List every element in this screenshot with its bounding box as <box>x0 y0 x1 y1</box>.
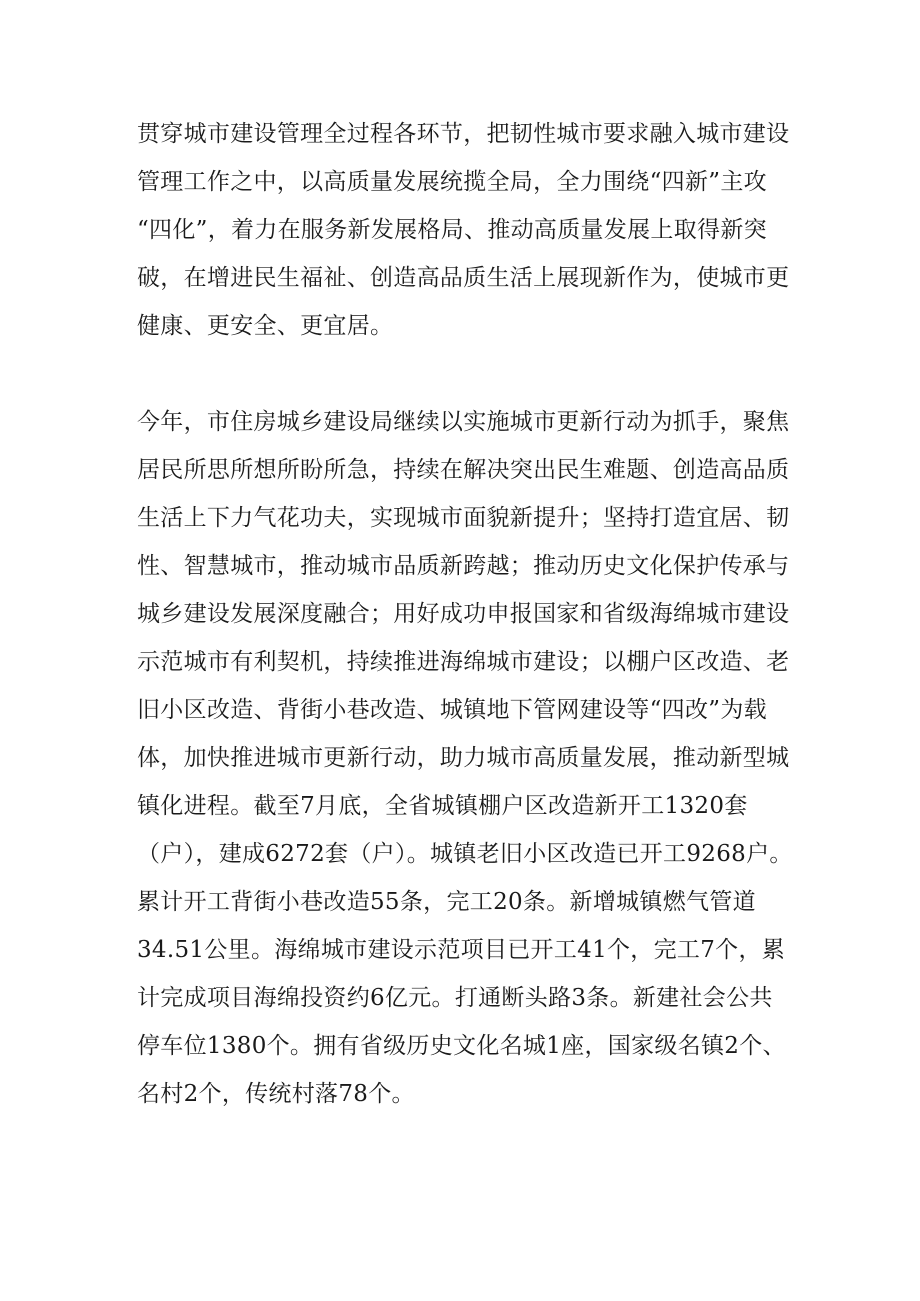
text-line: 名村2个，传统村落78个。 <box>137 1081 415 1107</box>
text-line: （户），建成6272套（户）。城镇老旧小区改造已开工9268户。 <box>137 841 793 867</box>
text-line: 破，在增进民生福祉、创造高品质生活上展现新作为，使城市更 <box>137 265 790 291</box>
text-line: 贯穿城市建设管理全过程各环节，把韧性城市要求融入城市建设 <box>137 121 790 147</box>
text-line: 性、智慧城市，推动城市品质新跨越；推动历史文化保护传承与 <box>137 553 790 579</box>
text-line: 今年，市住房城乡建设局继续以实施城市更新行动为抓手，聚焦 <box>137 409 790 435</box>
paragraph-resilient-city <box>137 110 790 350</box>
text-line: 旧小区改造、背街小巷改造、城镇地下管网建设等“四改”为载 <box>137 697 767 723</box>
text-line: 管理工作之中，以高质量发展统揽全局，全力围绕“四新”主攻 <box>137 169 767 195</box>
text-line: 体，加快推进城市更新行动，助力城市高质量发展，推动新型城 <box>137 745 790 771</box>
text-line: 计完成项目海绵投资约6亿元。打通断头路3条。新建社会公共 <box>137 985 773 1011</box>
text-line: 34.51公里。海绵城市建设示范项目已开工41个，完工7个，累 <box>137 937 786 963</box>
text-line: 健康、更安全、更宜居。 <box>137 313 394 339</box>
paragraph-urban-renewal-progress <box>137 398 793 1118</box>
text-line: 累计开工背街小巷改造55条，完工20条。新增城镇燃气管道 <box>137 889 756 915</box>
text-line: 停车位1380个。拥有省级历史文化名城1座，国家级名镇2个、 <box>137 1033 786 1059</box>
text-line: 城乡建设发展深度融合；用好成功申报国家和省级海绵城市建设 <box>137 601 790 627</box>
text-line: 居民所思所想所盼所急，持续在解决突出民生难题、创造高品质 <box>137 457 790 483</box>
text-line: 生活上下力气花功夫，实现城市面貌新提升；坚持打造宜居、韧 <box>137 505 790 531</box>
text-line: 镇化进程。截至7月底，全省城镇棚户区改造新开工1320套 <box>137 793 748 819</box>
text-line: “四化”，着力在服务新发展格局、推动高质量发展上取得新突 <box>137 217 767 243</box>
text-line: 示范城市有利契机，持续推进海绵城市建设；以棚户区改造、老 <box>137 649 790 675</box>
